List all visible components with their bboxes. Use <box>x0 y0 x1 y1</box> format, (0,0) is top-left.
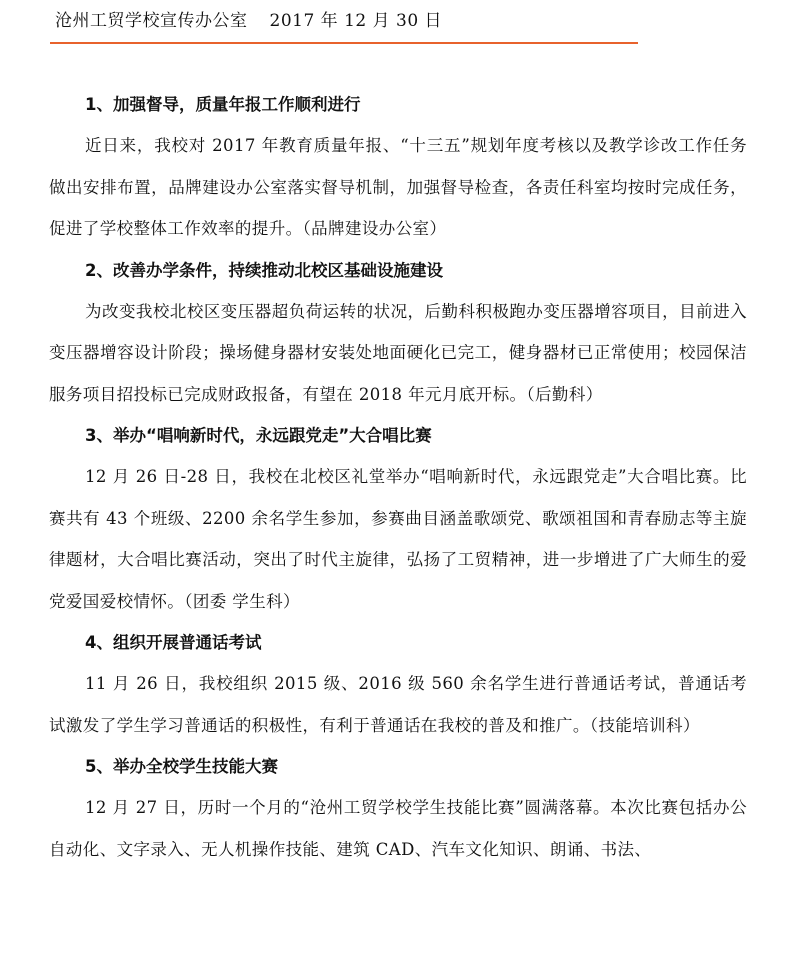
section-1 <box>49 84 747 250</box>
header-divider <box>50 42 638 44</box>
section-5 <box>49 746 747 870</box>
header-office: 沧州工贸学校宣传办公室 <box>55 11 248 31</box>
section-2 <box>49 250 747 416</box>
section-paragraph: 为改变我校北校区变压器超负荷运转的状况，后勤科积极跑办变压器增容项目，目前进入变压器增容设计阶段；操场健身器材安装处地面硬化已完工，健身器材已正常使用；校园保洁服务项目招投标已完成财政报备，有望在 2018 年元月底开标。（后勤科） <box>49 301 747 404</box>
bulletin-body <box>49 84 747 870</box>
section-title: 3、举办“唱响新时代，永远跟党走”大合唱比赛 <box>85 426 432 445</box>
bulletin-header <box>55 6 442 31</box>
section-4 <box>49 622 747 746</box>
section-title: 5、举办全校学生技能大赛 <box>85 757 278 776</box>
section-title: 2、改善办学条件，持续推动北校区基础设施建设 <box>85 260 443 280</box>
section-paragraph: 12 月 27 日，历时一个月的“沧州工贸学校学生技能比赛”圆满落幕。本次比赛包括办公自动化、文字录入、无人机操作技能、建筑 CAD、汽车文化知识、朗诵、书法、 <box>49 798 747 859</box>
header-date: 2017 年 12 月 30 日 <box>269 11 443 31</box>
section-3 <box>49 415 747 622</box>
section-title: 1、加强督导，质量年报工作顺利进行 <box>85 95 361 114</box>
section-paragraph: 11 月 26 日，我校组织 2015 级、2016 级 560 余名学生进行普通话考试，普通话考试激发了学生学习普通话的积极性，有利于普通话在我校的普及和推广。（技能培训科） <box>49 674 747 735</box>
section-paragraph: 近日来，我校对 2017 年教育质量年报、“十三五”规划年度考核以及教学诊改工作任务做出安排布置，品牌建设办公室落实督导机制，加强督导检查，各责任科室均按时完成任务，促进了学校整体工作效率的提升。（品牌建设办公室） <box>49 136 747 238</box>
section-paragraph: 12 月 26 日-28 日，我校在北校区礼堂举办“唱响新时代，永远跟党走”大合唱比赛。比赛共有 43 个班级、2200 余名学生参加，参赛曲目涵盖歌颂党、歌颂祖国和青春励志等主旋律题材，大合唱比赛活动，突出了时代主旋律，弘扬了工贸精神，进一步增进了广大师生的爱党爱国爱校情怀。（团委 学生科） <box>49 467 747 611</box>
section-title: 4、组织开展普通话考试 <box>85 633 262 652</box>
